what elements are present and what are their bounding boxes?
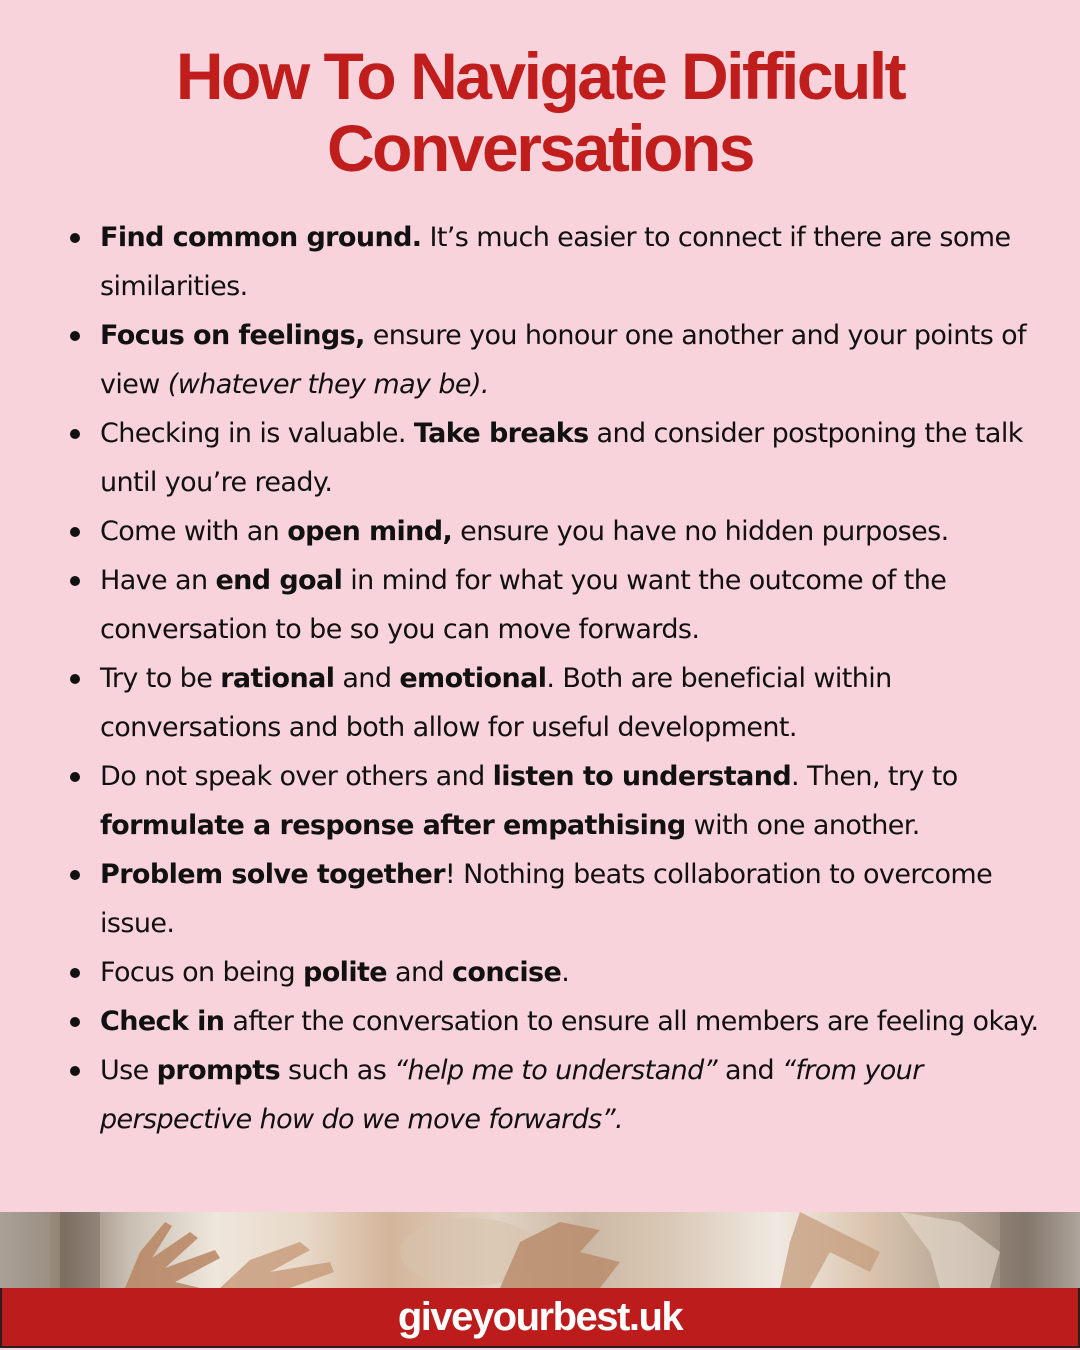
tip-text: and [717, 1055, 782, 1086]
tip-emphasis: emotional [399, 663, 547, 694]
tip-text: with one another. [685, 810, 920, 841]
tip-item [70, 850, 1060, 948]
tip-text: in mind for what you want the outcome of the conversation to be so you can move forwards. [100, 565, 947, 645]
tip-item [70, 1046, 1060, 1144]
tip-quote: “help me to understand” [394, 1055, 718, 1086]
page-title-line-2: Conversations [327, 111, 753, 185]
tip-emphasis: formulate a response after empathising [100, 810, 686, 841]
tip-text: . Then, try to [791, 761, 958, 792]
tip-item [70, 507, 1060, 556]
footer-bar [0, 1288, 1080, 1348]
page-title [0, 40, 1080, 184]
tip-emphasis: end goal [215, 565, 343, 596]
tip-emphasis: Focus on feelings, [100, 320, 365, 351]
tip-text: Try to be [100, 663, 221, 694]
tip-emphasis: polite [303, 957, 388, 988]
tip-text: ensure you have no hidden purposes. [452, 516, 949, 547]
hands-gesturing-illustration [0, 1212, 1080, 1288]
tip-item [70, 409, 1060, 507]
tip-emphasis: listen to understand [492, 761, 792, 792]
tip-text: It’s much easier to connect if there are some similarities. [100, 222, 1011, 302]
tip-emphasis: prompts [156, 1055, 281, 1086]
tip-text: and consider postponing the talk until you’re ready. [100, 418, 1023, 498]
tip-text: Checking in is valuable. [100, 418, 414, 449]
tip-text: Come with an [100, 516, 288, 547]
tip-item [70, 948, 1060, 997]
tip-emphasis: rational [220, 663, 335, 694]
tips-list [70, 213, 1060, 1144]
tip-emphasis: Check in [100, 1006, 225, 1037]
tip-text: and [387, 957, 452, 988]
tip-item [70, 556, 1060, 654]
tip-quote: (whatever they may be). [167, 369, 489, 400]
tip-quote: “from your perspective how do we move forwards”. [100, 1055, 923, 1135]
tip-item [70, 654, 1060, 752]
tip-item [70, 997, 1060, 1046]
tip-emphasis: Find common ground. [100, 222, 422, 253]
tip-emphasis: Take breaks [413, 418, 589, 449]
tip-item [70, 213, 1060, 311]
tip-text: after the conversation to ensure all members are feeling okay. [224, 1006, 1039, 1037]
tip-text: . [561, 957, 570, 988]
tip-text: such as [280, 1055, 395, 1086]
tip-text: and [334, 663, 400, 694]
tip-emphasis: Problem solve together [100, 859, 445, 890]
website-link[interactable]: giveyourbest.uk [397, 1294, 683, 1339]
tip-item [70, 752, 1060, 850]
tip-text: Use [100, 1055, 157, 1086]
tip-text: . Both are beneficial within conversations and both allow for useful development. [100, 663, 892, 743]
tip-item [70, 311, 1060, 409]
tip-text: ensure you honour one another and your points of view [100, 320, 1026, 400]
conversation-hands-photo [0, 1212, 1080, 1288]
tip-text: ! Nothing beats collaboration to overcome issue. [100, 859, 993, 939]
page-title-line-1: How To Navigate Difficult [175, 39, 905, 113]
tip-text: Do not speak over others and [100, 761, 493, 792]
tip-emphasis: concise [451, 957, 562, 988]
tip-emphasis: open mind, [287, 516, 453, 547]
tip-text: Focus on being [100, 957, 303, 988]
tip-text: Have an [100, 565, 216, 596]
